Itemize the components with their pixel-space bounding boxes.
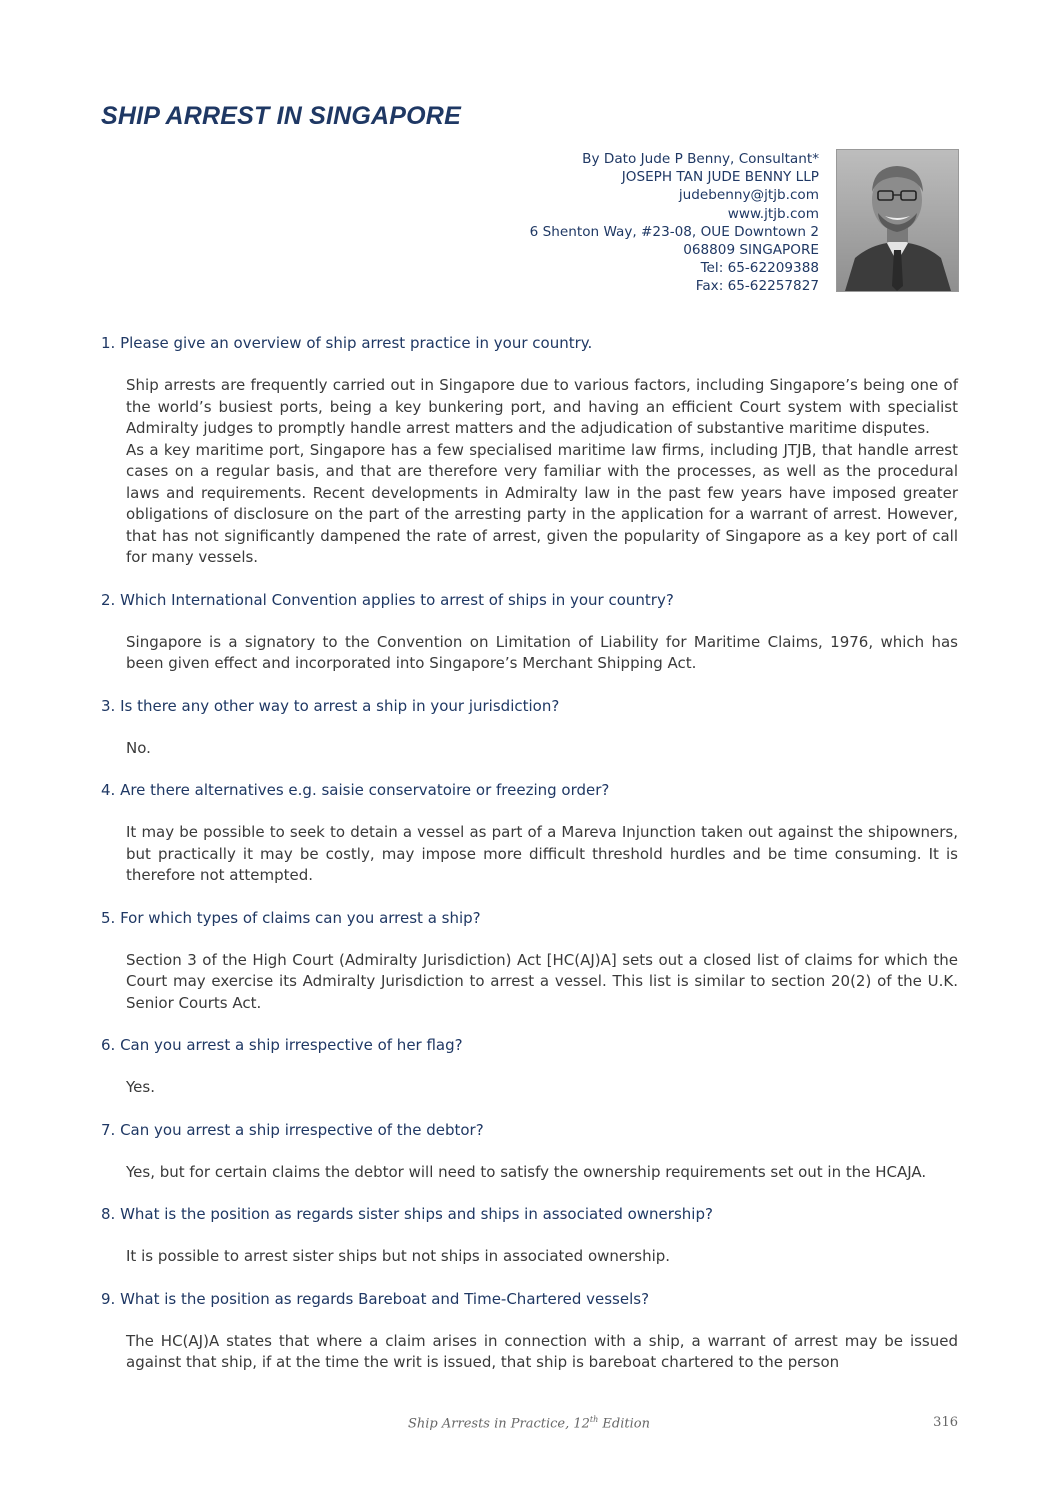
answer-4-paragraph: It may be possible to seek to detain a vessel as part of a Mareva Injunction taken out against the shipowners, but practically it may be costly, may impose more difficult threshold hurdles and be time consuming. It is therefore not attempted. xyxy=(126,823,958,884)
footer-publication-title xyxy=(0,1415,1058,1431)
telephone: Tel: 65-62209388 xyxy=(700,260,819,277)
address-postcode: 068809 SINGAPORE xyxy=(683,242,819,259)
author-email: judebenny@jtjb.com xyxy=(678,187,819,204)
answer-6-paragraph: Yes. xyxy=(126,1078,155,1096)
footer-title-prefix: Ship Arrests in Practice, 12 xyxy=(408,1416,590,1432)
answer-7-paragraph: Yes, but for certain claims the debtor will need to satisfy the ownership requirements set out in the HCAJA. xyxy=(126,1162,927,1181)
question-9: 9. What is the position as regards Bareboat and Time-Chartered vessels? xyxy=(101,1289,650,1308)
author-block xyxy=(530,150,819,296)
question-2: 2. Which International Convention applies to arrest of ships in your country? xyxy=(101,590,674,609)
question-1: 1. Please give an overview of ship arrest practice in your country. xyxy=(101,334,593,352)
author-name: By Dato Jude P Benny, Consultant* xyxy=(582,151,819,167)
page-number: 316 xyxy=(933,1415,958,1430)
question-8: 8. What is the position as regards sister ships and ships in associated ownership? xyxy=(101,1205,713,1223)
answer-8-paragraph: It is possible to arrest sister ships but not ships in associated ownership. xyxy=(126,1247,671,1265)
answer-8 xyxy=(126,1246,958,1268)
answer-1-paragraph-2: As a key maritime port, Singapore has a few specialised maritime law firms, including JTJB, that handle arrest cases on a regular basis, and that are therefore very familiar with the processes, as well as the procedural laws and requirements. Recent developments in Admiralty law in the past few years have imposed greater obligations of disclosure on the part of the arresting party in the application for a warrant of arrest. However, that has not significantly dampened the rate of arrest, given the popularity of Singapore as a key port of call for many vessels. xyxy=(126,440,958,566)
answer-6 xyxy=(126,1077,958,1099)
address-line: 6 Shenton Way, #23-08, OUE Downtown 2 xyxy=(529,223,819,240)
question-7: 7. Can you arrest a ship irrespective of the debtor? xyxy=(101,1120,484,1139)
fax: Fax: 65-62257827 xyxy=(695,278,819,295)
question-4: 4. Are there alternatives e.g. saisie conservatoire or freezing order? xyxy=(101,781,610,799)
answer-3-paragraph: No. xyxy=(126,738,151,757)
footer-title-superscript: th xyxy=(589,1415,599,1424)
answer-1 xyxy=(126,375,958,569)
answer-7 xyxy=(126,1162,958,1184)
qa-section xyxy=(101,333,958,1395)
answer-3 xyxy=(126,738,958,760)
answer-9-paragraph: The HC(AJ)A states that where a claim arises in connection with a ship, a warrant of arrest may be issued against that ship, if at the time the writ is issued, that ship is bareboat chartered to the person xyxy=(126,1331,958,1371)
answer-4 xyxy=(126,822,958,887)
page-title: SHIP ARREST IN SINGAPORE xyxy=(101,102,461,130)
answer-5-paragraph: Section 3 of the High Court (Admiralty Jurisdiction) Act [HC(AJ)A] sets out a closed list of claims for which the Court may exercise its Admiralty Jurisdiction to arrest a vessel. This list is similar to section 20(2) of the U.K. Senior Courts Act. xyxy=(126,950,958,1012)
firm-website: www.jtjb.com xyxy=(727,205,819,222)
answer-2 xyxy=(126,632,958,675)
author-photo xyxy=(836,149,959,292)
answer-9 xyxy=(126,1331,958,1374)
footer-title-suffix: Edition xyxy=(598,1416,650,1432)
firm-name: JOSEPH TAN JUDE BENNY LLP xyxy=(621,169,819,186)
question-3: 3. Is there any other way to arrest a ship in your jurisdiction? xyxy=(101,696,560,715)
question-5: 5. For which types of claims can you arrest a ship? xyxy=(101,908,481,927)
answer-2-paragraph: Singapore is a signatory to the Convention on Limitation of Liability for Maritime Claims, 1976, which has been given effect and incorporated into Singapore’s Merchant Shipping Act. xyxy=(126,632,958,672)
answer-1-paragraph-1: Ship arrests are frequently carried out in Singapore due to various factors, including Singapore’s being one of the world’s busiest ports, being a key bunkering port, and having an efficient Court system with specialist Admiralty judges to promptly handle arrest matters and the adjudication of substantive maritime disputes. xyxy=(126,376,958,437)
question-6: 6. Can you arrest a ship irrespective of her flag? xyxy=(101,1036,463,1054)
answer-5 xyxy=(126,950,958,1015)
